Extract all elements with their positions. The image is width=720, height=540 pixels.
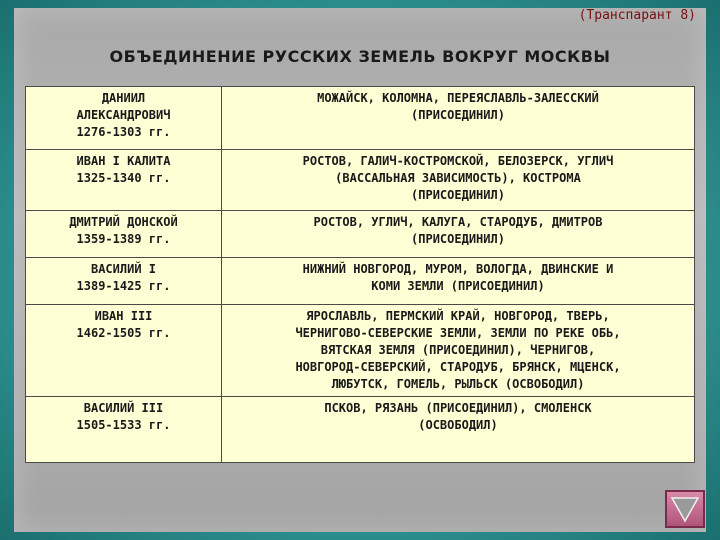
ruler-line: 1325-1340 гг. xyxy=(76,171,171,185)
lands-line: ЧЕРНИГОВО-СЕВЕРСКИЕ ЗЕМЛИ, ЗЕМЛИ ПО РЕКЕ ОБЬ, xyxy=(295,326,621,340)
lands-line: ПСКОВ, РЯЗАНЬ (ПРИСОЕДИНИЛ), СМОЛЕНСК xyxy=(324,401,592,415)
ruler-line: ВАСИЛИЙ III xyxy=(83,401,164,415)
ruler-cell xyxy=(26,258,222,305)
table-body xyxy=(26,87,695,463)
ruler-line: ДМИТРИЙ ДОНСКОЙ xyxy=(69,215,178,229)
lands-line: НИЖНИЙ НОВГОРОД, МУРОМ, ВОЛОГДА, ДВИНСКИЕ И xyxy=(302,262,614,276)
table-row xyxy=(26,258,695,305)
transparency-label: (Транспарант 8) xyxy=(578,8,696,23)
lands-cell xyxy=(222,87,695,150)
lands-line: КОМИ ЗЕМЛИ (ПРИСОЕДИНИЛ) xyxy=(371,279,545,293)
lands-line: НОВГОРОД-СЕВЕРСКИЙ, СТАРОДУБ, БРЯНСК, МЦЕНСК, xyxy=(295,360,621,374)
lands-line: РОСТОВ, УГЛИЧ, КАЛУГА, СТАРОДУБ, ДМИТРОВ xyxy=(313,215,603,229)
lands-line: (ПРИСОЕДИНИЛ) xyxy=(411,232,505,246)
table-row xyxy=(26,211,695,258)
ruler-line: ДАНИИЛ xyxy=(101,91,146,105)
lands-cell xyxy=(222,305,695,397)
lands-line: ЛЮБУТСК, ГОМЕЛЬ, РЫЛЬСК (ОСВОБОДИЛ) xyxy=(331,377,585,391)
ruler-line: АЛЕКСАНДРОВИЧ xyxy=(76,108,171,122)
lands-line: (ВАССАЛЬНАЯ ЗАВИСИМОСТЬ), КОСТРОМА xyxy=(335,171,581,185)
lands-line: (ПРИСОЕДИНИЛ) xyxy=(411,188,505,202)
ruler-line: 1505-1533 гг. xyxy=(76,418,171,432)
table-row xyxy=(26,397,695,463)
page-title: ОБЪЕДИНЕНИЕ РУССКИХ ЗЕМЕЛЬ ВОКРУГ МОСКВЫ xyxy=(109,47,611,66)
lands-line: ЯРОСЛАВЛЬ, ПЕРМСКИЙ КРАЙ, НОВГОРОД, ТВЕРЬ, xyxy=(306,309,610,323)
ruler-line: 1359-1389 гг. xyxy=(76,232,171,246)
unification-table xyxy=(25,86,695,463)
table-row xyxy=(26,305,695,397)
lands-line: МОЖАЙСК, КОЛОМНА, ПЕРЕЯСЛАВЛЬ-ЗАЛЕССКИЙ xyxy=(317,91,599,105)
ruler-line: ВАСИЛИЙ I xyxy=(90,262,157,276)
down-triangle-icon xyxy=(670,495,700,523)
table-row xyxy=(26,87,695,150)
lands-line: РОСТОВ, ГАЛИЧ-КОСТРОМСКОЙ, БЕЛОЗЕРСК, УГЛИЧ xyxy=(302,154,614,168)
ruler-cell xyxy=(26,211,222,258)
lands-cell xyxy=(222,397,695,463)
ruler-cell xyxy=(26,305,222,397)
ruler-line: 1276-1303 гг. xyxy=(76,125,171,139)
lands-line: (ОСВОБОДИЛ) xyxy=(418,418,498,432)
lands-cell xyxy=(222,211,695,258)
ruler-line: ИВАН I КАЛИТА xyxy=(76,154,171,168)
table-row xyxy=(26,150,695,211)
lands-cell xyxy=(222,150,695,211)
lands-line: ВЯТСКАЯ ЗЕМЛЯ (ПРИСОЕДИНИЛ), ЧЕРНИГОВ, xyxy=(320,343,596,357)
ruler-line: 1389-1425 гг. xyxy=(76,279,171,293)
ruler-line: 1462-1505 гг. xyxy=(76,326,171,340)
next-slide-button[interactable] xyxy=(665,490,705,528)
ruler-cell xyxy=(26,150,222,211)
ruler-cell xyxy=(26,397,222,463)
lands-cell xyxy=(222,258,695,305)
ruler-line: ИВАН III xyxy=(94,309,153,323)
ruler-cell xyxy=(26,87,222,150)
lands-line: (ПРИСОЕДИНИЛ) xyxy=(411,108,505,122)
